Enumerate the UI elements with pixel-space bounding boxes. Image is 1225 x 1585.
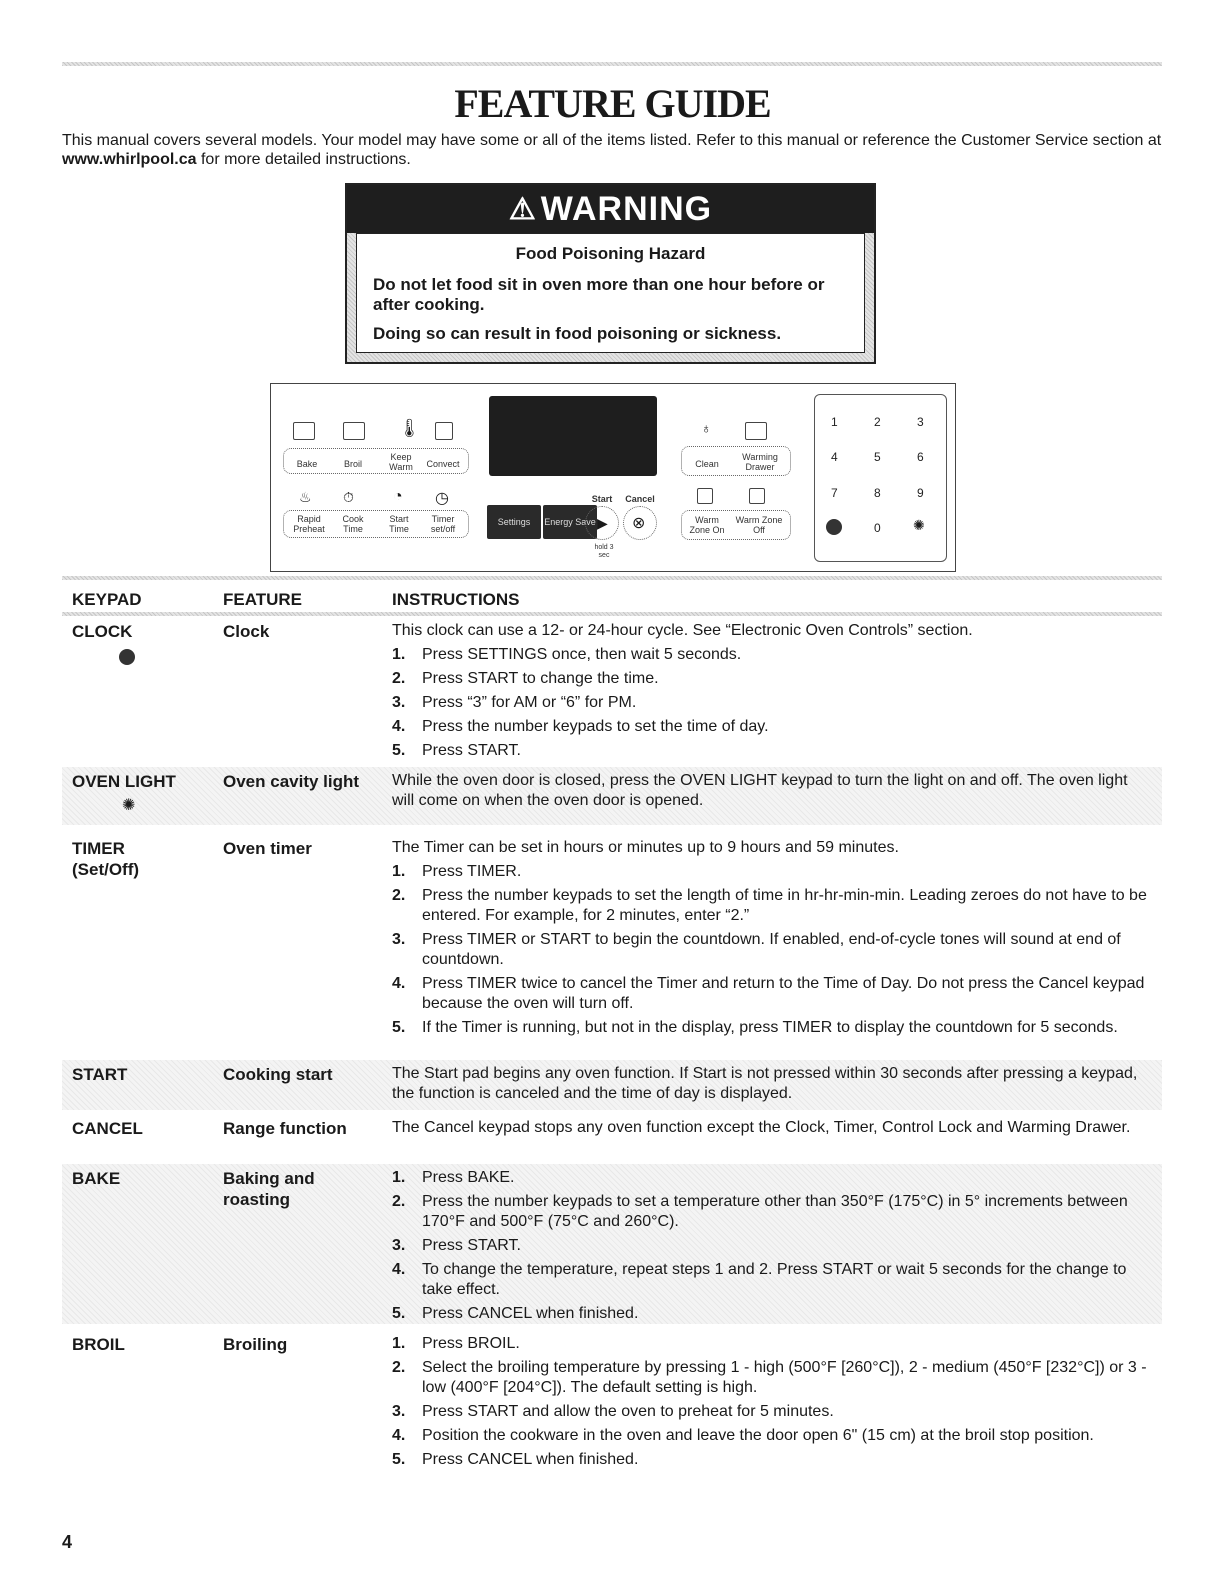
oven-display bbox=[489, 396, 657, 476]
warning-header: ⚠ WARNING bbox=[347, 185, 874, 233]
row-timer bbox=[62, 834, 1162, 1056]
clock-key-icon[interactable] bbox=[826, 519, 842, 535]
step: 5. Press CANCEL when finished. bbox=[392, 1451, 639, 1468]
header-keypad: KEYPAD bbox=[72, 590, 142, 609]
number-keypad bbox=[814, 394, 947, 562]
table-rule-header bbox=[62, 612, 1162, 616]
broil-key[interactable]: Broil bbox=[343, 459, 362, 469]
website-link[interactable]: www.whirlpool.ca bbox=[62, 151, 197, 168]
instructions: While the oven door is closed, press the OVEN LIGHT keypad to turn the light on and off. The oven light will come on when the oven door is opened. bbox=[392, 772, 1128, 809]
cook-time-icon: ⏱ bbox=[343, 489, 354, 505]
control-panel-diagram bbox=[270, 383, 956, 572]
convect-key[interactable]: Convect bbox=[426, 459, 460, 469]
clean-key[interactable]: Clean bbox=[695, 459, 719, 469]
header-feature: FEATURE bbox=[223, 590, 303, 609]
warm-zone-on-icon bbox=[697, 488, 713, 504]
energy-save-key[interactable]: Energy Save bbox=[543, 505, 597, 539]
cancel-key[interactable] bbox=[623, 506, 657, 540]
instructions: The Start pad begins any oven function. If Start is not pressed within 30 seconds after pressing a keypad, the function is canceled and the time of day is displayed. bbox=[392, 1065, 1138, 1102]
num-key-3[interactable]: 3 bbox=[917, 415, 924, 429]
settings-key[interactable]: Settings bbox=[487, 505, 541, 539]
row-cancel bbox=[62, 1114, 1162, 1160]
step: 5. Press START. bbox=[392, 742, 521, 759]
instructions: The Cancel keypad stops any oven function except the Clock, Timer, Control Lock and Warming Drawer. bbox=[392, 1119, 1131, 1136]
light-bulb-icon: ✺ bbox=[122, 797, 136, 814]
num-key-2[interactable]: 2 bbox=[874, 415, 881, 429]
page-number: 4 bbox=[62, 1532, 73, 1552]
keypad-name: BROIL bbox=[72, 1335, 125, 1354]
num-key-7[interactable]: 7 bbox=[831, 486, 838, 500]
warning-hazard: Food Poisoning Hazard bbox=[515, 244, 706, 263]
step: 4. Press the number keypads to set the time of day. bbox=[392, 718, 769, 735]
instructions bbox=[392, 1168, 1152, 1328]
warning-triangle-icon: ⚠ bbox=[508, 192, 537, 226]
warning-line-1: Do not let food sit in oven more than one hour before or after cooking. bbox=[373, 275, 825, 314]
num-key-4[interactable]: 4 bbox=[831, 450, 838, 464]
warning-box bbox=[345, 183, 876, 364]
keypad-name: CANCEL bbox=[72, 1119, 143, 1138]
num-key-5[interactable]: 5 bbox=[874, 450, 881, 464]
keypad-name: START bbox=[72, 1065, 128, 1084]
start-label: Start bbox=[591, 494, 613, 504]
num-key-0[interactable]: 0 bbox=[874, 521, 881, 535]
warm-zone-on-key[interactable]: Warm Zone On bbox=[689, 515, 725, 535]
feature-name: Range function bbox=[223, 1119, 347, 1138]
step: 2. Press the number keypads to set the length of time in hr-hr-min-min. Leading zeroes do not have to be entered. For example, for 2 minutes, enter “2.” bbox=[392, 887, 1147, 924]
warm-zone-off-key[interactable]: Warm Zone Off bbox=[735, 515, 783, 535]
step: 5. Press CANCEL when finished. bbox=[392, 1305, 639, 1322]
bake-key[interactable]: Bake bbox=[296, 459, 318, 469]
step: 3. Press START and allow the oven to preheat for 5 minutes. bbox=[392, 1403, 834, 1420]
instructions bbox=[392, 1334, 1152, 1474]
rapid-preheat-icon: ♨ bbox=[299, 489, 312, 505]
row-clock bbox=[62, 617, 1162, 765]
warning-body bbox=[356, 233, 865, 353]
row-start bbox=[62, 1060, 1162, 1110]
header-instructions: INSTRUCTIONS bbox=[392, 590, 520, 609]
step: 3. Press START. bbox=[392, 1237, 521, 1254]
step: 1. Press SETTINGS once, then wait 5 seconds. bbox=[392, 646, 742, 663]
step: 1. Press BAKE. bbox=[392, 1169, 515, 1186]
num-key-6[interactable]: 6 bbox=[917, 450, 924, 464]
step: 1. Press BROIL. bbox=[392, 1335, 520, 1352]
timer-icon: ◷ bbox=[435, 490, 449, 507]
broil-icon bbox=[343, 422, 365, 440]
hold-note: hold 3 sec bbox=[594, 544, 614, 559]
step: 2. Select the broiling temperature by pressing 1 - high (500°F [260°C]), 2 - medium (450°F [232°C]) or 3 - low (400°F [204°C]). The default setting is high. bbox=[392, 1359, 1147, 1396]
play-icon: ▶ bbox=[597, 515, 608, 531]
num-key-9[interactable]: 9 bbox=[917, 486, 924, 500]
warming-drawer-icon bbox=[745, 422, 767, 440]
feature-name: Broiling bbox=[223, 1335, 288, 1354]
step: 1. Press TIMER. bbox=[392, 863, 522, 880]
row-bake bbox=[62, 1164, 1162, 1324]
start-key[interactable] bbox=[585, 506, 619, 540]
step: 5. If the Timer is running, but not in the display, press TIMER to display the countdown for 5 seconds. bbox=[392, 1019, 1118, 1036]
top-rule bbox=[62, 62, 1162, 66]
step: 4. To change the temperature, repeat steps 1 and 2. Press START or wait 5 seconds for the change to take effect. bbox=[392, 1261, 1127, 1298]
start-time-icon: ◔ bbox=[393, 488, 403, 505]
feature-name: Baking and roasting bbox=[223, 1169, 315, 1209]
page-title: FEATURE GUIDE bbox=[454, 81, 771, 126]
step: 3. Press TIMER or START to begin the countdown. If enabled, end-of-cycle tones will sound at end of countdown. bbox=[392, 931, 1121, 968]
warm-zone-off-icon bbox=[749, 488, 765, 504]
cancel-label: Cancel bbox=[625, 494, 655, 504]
num-key-1[interactable]: 1 bbox=[831, 415, 838, 429]
step: 4. Position the cookware in the oven and leave the door open 6" (15 cm) at the broil stop position. bbox=[392, 1427, 1094, 1444]
bake-icon bbox=[293, 422, 315, 440]
feature-name: Oven timer bbox=[223, 839, 312, 858]
num-key-8[interactable]: 8 bbox=[874, 486, 881, 500]
row-broil bbox=[62, 1330, 1162, 1510]
keypad-name: TIMER (Set/Off) bbox=[72, 839, 140, 879]
instructions: The Timer can be set in hours or minutes up to 9 hours and 59 minutes. 1. Press TIMER. 2. Press the number keypads to set the length of time in hr-hr-min-min. Leading zeroes do not have to be entered. For example, for 2 minutes, enter “2.” 3. Press TIMER or START to begin the countdown. If enabled, end-of-cycle tones will sound at end of countdown. 4. Press TIMER twice to cancel the Timer and return to the Time of Day. Do not press the Cancel keypad because the oven will turn off. 5. If the Timer is running, but not in the display, press TIMER to display the countdown for 5 seconds. bbox=[392, 838, 1152, 1042]
keypad-name: CLOCK bbox=[72, 622, 133, 641]
keypad-name: BAKE bbox=[72, 1169, 121, 1188]
feature-name: Clock bbox=[223, 622, 270, 641]
cancel-icon: ⊗ bbox=[632, 515, 646, 532]
keypad-name: OVEN LIGHT bbox=[72, 772, 176, 791]
warming-drawer-key[interactable]: Warming Drawer bbox=[742, 452, 778, 472]
rapid-preheat-key[interactable]: Rapid Preheat bbox=[293, 514, 325, 534]
instructions: This clock can use a 12- or 24-hour cycle. See “Electronic Oven Controls” section. 1. Press SETTINGS once, then wait 5 seconds. 2. Press START to change the time. 3. Press “3” for AM or “6” for PM. 4. Press the number keypads to set the time of day. 5. Press START. bbox=[392, 621, 1152, 765]
oven-light-key-icon[interactable]: ✺ bbox=[913, 517, 925, 533]
row-oven-light bbox=[62, 767, 1162, 825]
step: 3. Press “3” for AM or “6” for PM. bbox=[392, 694, 637, 711]
feature-name: Oven cavity light bbox=[223, 772, 360, 791]
intro-text: This manual covers several models. Your model may have some or all of the items listed. Refer to this manual or reference the Customer Service section at www.whirlpool.ca for more detailed instructions. bbox=[62, 132, 1162, 168]
clock-icon bbox=[119, 649, 135, 665]
step: 2. Press the number keypads to set a temperature other than 350°F (175°C) in 5° increments between 170°F and 500°F (75°C and 260°C). bbox=[392, 1193, 1128, 1230]
step: 2. Press START to change the time. bbox=[392, 670, 659, 687]
start-time-key[interactable]: Start Time bbox=[389, 514, 409, 534]
timer-key[interactable]: Timer set/off bbox=[430, 514, 456, 534]
table-rule-top bbox=[62, 576, 1162, 580]
step: 4. Press TIMER twice to cancel the Timer and return to the Time of Day. Do not press the Cancel keypad because the oven will turn off. bbox=[392, 975, 1145, 1012]
keep-warm-key[interactable]: Keep Warm bbox=[389, 452, 413, 472]
convect-icon bbox=[435, 422, 453, 440]
feature-name: Cooking start bbox=[223, 1065, 333, 1084]
warning-line-2: Doing so can result in food poisoning or sickness. bbox=[373, 324, 782, 343]
cook-time-key[interactable]: Cook Time bbox=[342, 514, 364, 534]
keep-warm-icon: 🌡 bbox=[398, 418, 421, 438]
clean-icon: ♁ bbox=[701, 420, 712, 436]
